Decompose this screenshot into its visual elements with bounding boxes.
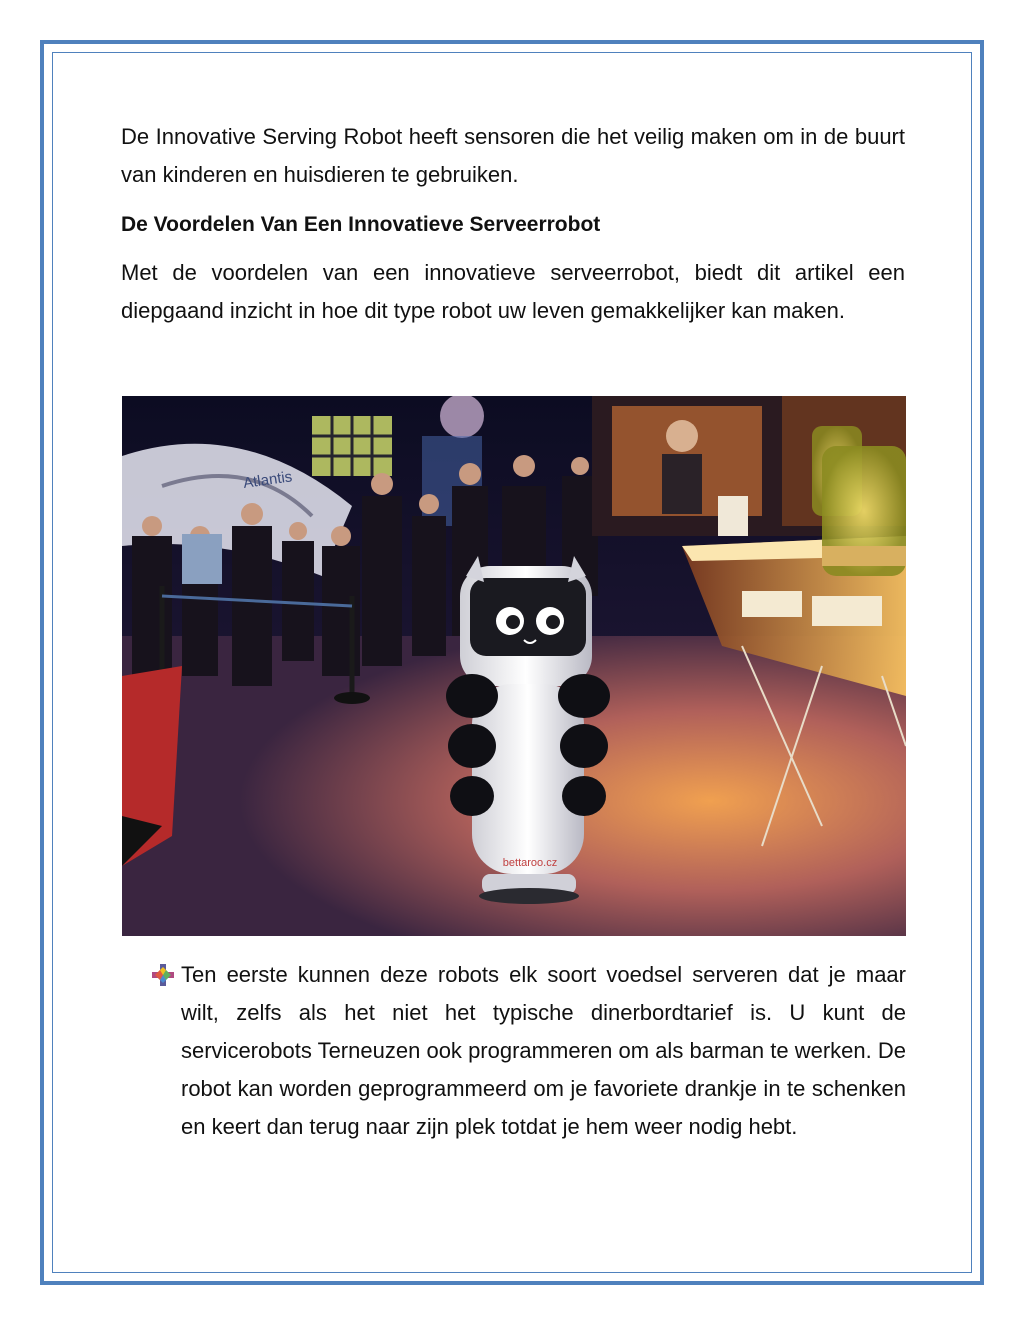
section-heading: De Voordelen Van Een Innovatieve Serveerrobot [121, 213, 601, 236]
paragraph-benefits: Met de voordelen van een innovatieve serveerrobot, biedt dit artikel een diepgaand inzicht in hoe dit type robot uw leven gemakkelijker kan maken. [121, 260, 905, 323]
robot-branding-text: bettaroo.cz [502, 857, 558, 869]
four-color-diamond-bullet-icon [150, 962, 176, 988]
document-body [121, 118, 905, 330]
bullet-list-item [150, 956, 906, 1146]
bullet-text: Ten eerste kunnen deze robots elk soort voedsel serveren dat je maar wilt, zelfs als het niet het typische dinerbordtarief is. U kunt de servicerobots Terneuzen ook programmeren om als barman te werken. De robot kan worden geprogrammeerd om je favoriete drankje in te schenken en keert dan terug naar zijn plek totdat je hem weer nodig hebt. [181, 962, 906, 1139]
serving-robot-photo [122, 396, 906, 936]
paragraph-intro: De Innovative Serving Robot heeft sensoren die het veilig maken om in de buurt van kinderen en huisdieren te gebruiken. [121, 124, 905, 187]
atlantis-backdrop-text: Atlantis [242, 468, 294, 492]
